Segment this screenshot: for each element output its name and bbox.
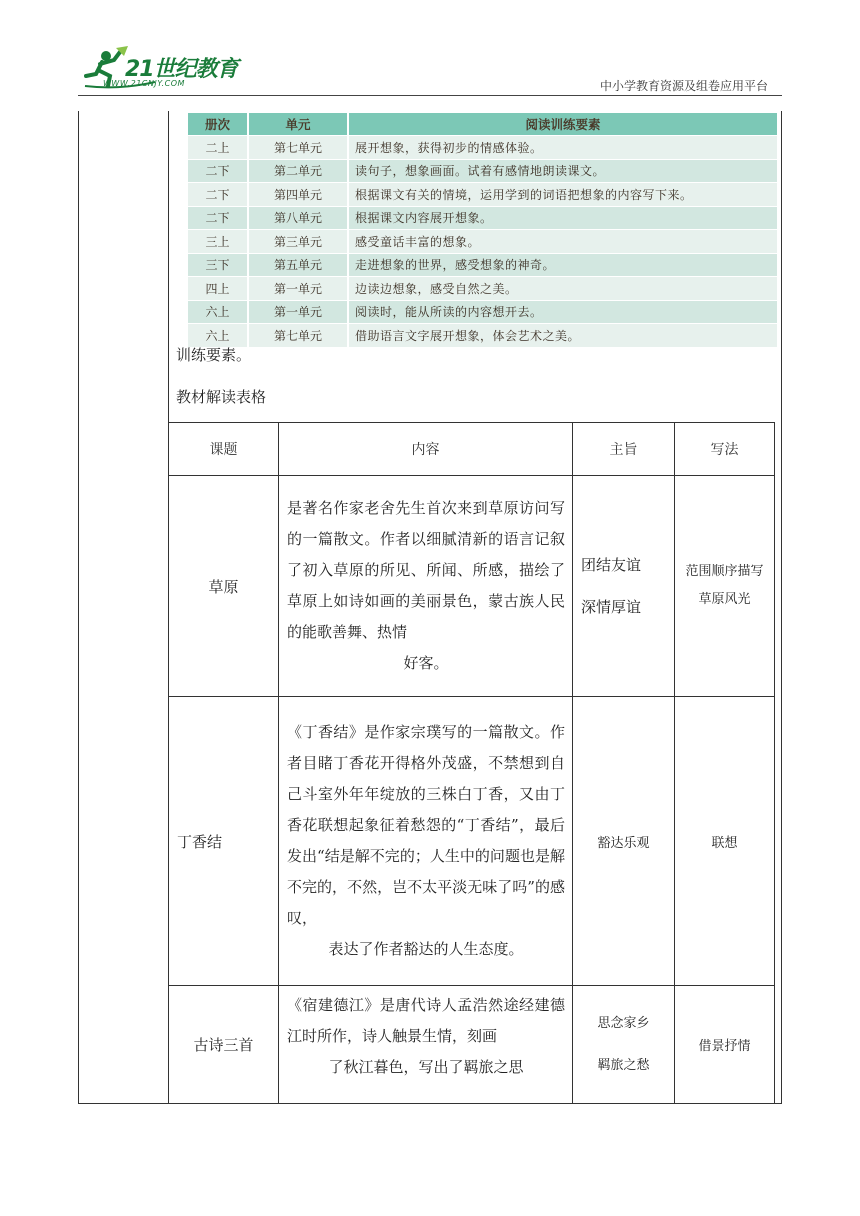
training-elements-caption: 训练要素。 (176, 346, 252, 364)
method-text: 范围顺序描写草原风光 (685, 564, 764, 607)
header-unit: 单元 (248, 113, 348, 136)
header-element: 阅读训练要素 (348, 113, 778, 136)
method-cell (675, 697, 775, 986)
method-text: 联想 (711, 835, 738, 851)
content-text-end: 表达了作者豁达的人生态度。 (328, 940, 524, 958)
theme-cell (573, 476, 675, 697)
theme-cell (573, 986, 675, 1104)
content-cell (279, 476, 573, 697)
frame-left-border (78, 111, 79, 1104)
table-row: 二下 第四单元 根据课文有关的情境，运用学到的词语把想象的内容写下来。 (188, 183, 778, 207)
table-row (169, 697, 775, 986)
table-row: 六上 第一单元 阅读时，能从所读的内容想开去。 (188, 300, 778, 324)
content-text: 是著名作家老舍先生首次来到草原访问写的一篇散文。作者以细腻清新的语言记叙了初入草原的所见、所闻、所感，描绘了草原上如诗如画的美丽景色，蒙古族人民的能歌善舞、热情 (287, 499, 565, 641)
header-theme: 主旨 (573, 423, 675, 476)
logo-text: 21世纪教育 (125, 57, 238, 82)
header-content: 内容 (279, 423, 573, 476)
logo-url: WWW.21CNJY.COM (103, 79, 185, 88)
textbook-analysis-table (168, 422, 775, 1104)
topic-text: 丁香结 (177, 832, 223, 851)
content-cell (279, 986, 573, 1104)
table-row: 六上 第七单元 借助语言文字展开想象，体会艺术之美。 (188, 324, 778, 347)
theme-cell (573, 697, 675, 986)
method-cell (675, 476, 775, 697)
reading-elements-table (188, 113, 779, 347)
platform-name: 中小学教育资源及组卷应用平台 (599, 79, 768, 93)
table-row: 三下 第五单元 走进想象的世界，感受想象的神奇。 (188, 253, 778, 277)
frame-right-border (781, 111, 782, 1104)
table-row: 二下 第八单元 根据课文内容展开想象。 (188, 206, 778, 230)
method-cell (675, 986, 775, 1104)
topic-cell: 草原 (169, 476, 279, 697)
content-cell (279, 697, 573, 986)
theme-text: 深情厚谊 (581, 598, 642, 616)
content-text-end: 好客。 (403, 654, 449, 672)
table-row (169, 476, 775, 697)
table-row: 二上 第七单元 展开想象，获得初步的情感体验。 (188, 136, 778, 160)
table-row: 四上 第一单元 边读边想象，感受自然之美。 (188, 277, 778, 301)
header-topic: 课题 (169, 423, 279, 476)
theme-text: 羁旅之愁 (597, 1057, 650, 1073)
header-volume: 册次 (188, 113, 248, 136)
theme-text: 豁达乐观 (597, 835, 650, 851)
method-text: 借景抒情 (698, 1039, 751, 1054)
header-divider (78, 95, 782, 96)
table-row: 二下 第二单元 读句子，想象画面。试着有感情地朗读课文。 (188, 159, 778, 183)
table-header-row (169, 423, 775, 476)
header-method: 写法 (675, 423, 775, 476)
topic-cell: 古诗三首 (169, 986, 279, 1104)
theme-text: 思念家乡 (597, 1015, 650, 1031)
theme-text: 团结友谊 (581, 556, 642, 574)
topic-cell (169, 697, 279, 986)
analysis-table-caption: 教材解读表格 (176, 388, 267, 406)
table-row: 三上 第三单元 感受童话丰富的想象。 (188, 230, 778, 254)
content-text: 《丁香结》是作家宗璞写的一篇散文。作者目睹丁香花开得格外茂盛，不禁想到自己斗室外年年绽放的三株白丁香，又由丁香花联想起象征着愁怨的“丁香结”，最后发出“结是解不完的；人生中的问题也是解不完的，不然，岂不太平淡无味了吗”的感叹， (287, 723, 565, 927)
table-row (169, 986, 775, 1104)
content-text: 《宿建德江》是唐代诗人孟浩然途经建德江时所作，诗人触景生情，刻画 (287, 996, 565, 1045)
content-text-end: 了秋江暮色，写出了羁旅之思 (328, 1058, 524, 1076)
